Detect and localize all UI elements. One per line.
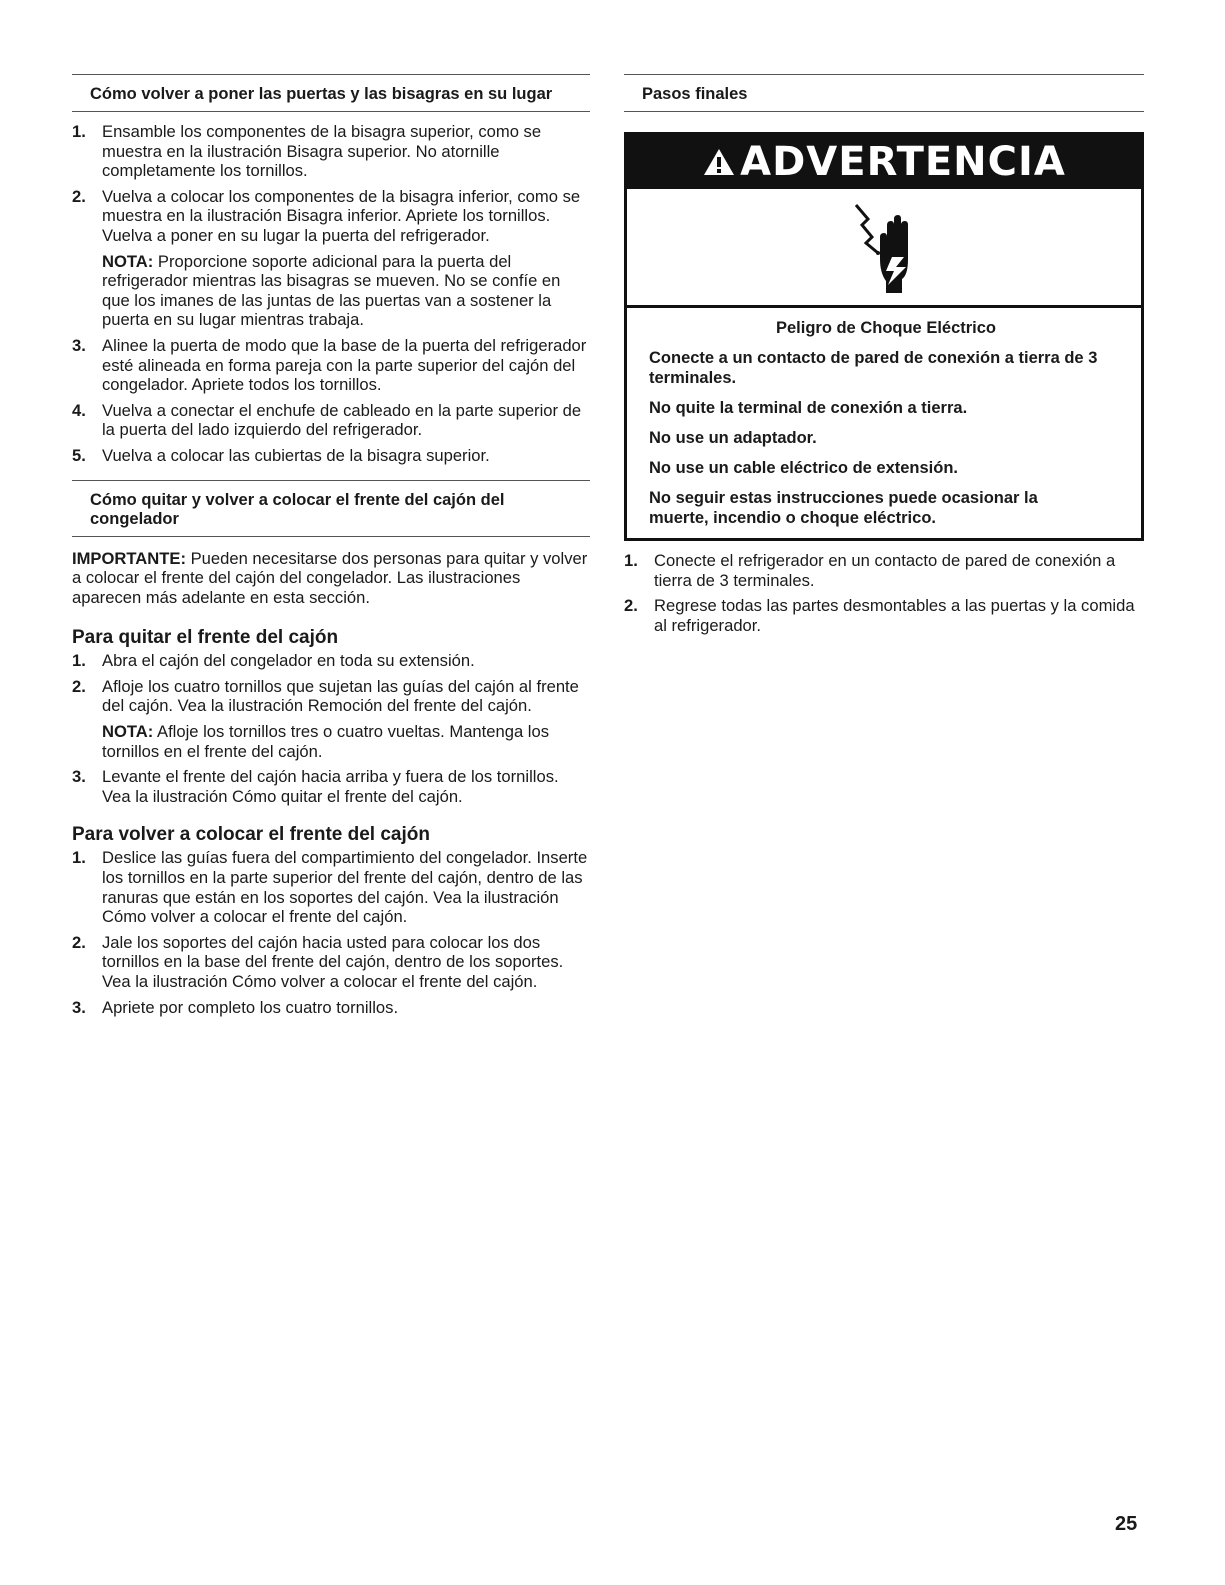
section-heading-doors-hinges: Cómo volver a poner las puertas y las bisagras en su lugar (72, 74, 590, 112)
list-item: 1. Ensamble los componentes de la bisagra superior, como se muestra en la ilustración Bisagra superior. No atornille completamente los tornillos. (72, 122, 542, 181)
section-heading-final-steps: Pasos finales (624, 74, 1144, 112)
list-item: 1. Conecte el refrigerador en un contacto de pared de conexión a tierra de 3 terminales. (624, 551, 1116, 590)
list-item: 2. Afloje los cuatro tornillos que sujetan las guías del cajón al frente del cajón. Vea la ilustración Remoción del frente del cajón. NOTA: Afloje los tornillos tres o cuatro vueltas. Mantenga los tornillos en el frente del cajón. (72, 677, 590, 761)
list-item: 4. Vuelva a conectar el enchufe de cableado en la parte superior de la puerta del lado izquierdo del refrigerador. (72, 400, 582, 440)
warning-text (627, 308, 1141, 538)
doors-hinges-steps (72, 122, 590, 466)
warning-box (624, 132, 1144, 541)
warning-line: No use un adaptador. (649, 429, 817, 447)
warning-line: No quite la terminal de conexión a tierra. (649, 399, 968, 417)
right-column (624, 74, 1144, 641)
list-item: 3. Apriete por completo los cuatro tornillos. (72, 997, 399, 1017)
remove-drawer-heading: Para quitar el frente del cajón (72, 627, 339, 649)
left-column (72, 74, 590, 1023)
warning-triangle-icon (702, 147, 736, 177)
warning-title-bar: ADVERTENCIA (627, 135, 1141, 189)
warning-line: Conecte a un contacto de pared de conexión a tierra de 3 terminales. (649, 349, 1098, 387)
replace-drawer-heading: Para volver a colocar el frente del cajón (72, 824, 430, 846)
warning-line: No use un cable eléctrico de extensión. (649, 459, 959, 477)
list-item: 3. Levante el frente del cajón hacia arriba y fuera de los tornillos. Vea la ilustración Cómo quitar el frente del cajón. (72, 767, 559, 806)
hazard-title: Peligro de Choque Eléctrico (775, 319, 997, 337)
note: NOTA: Proporcione soporte adicional para la puerta del refrigerador mientras las bisagras se mueven. No se confíe en que los imanes de las juntas de las puertas van a sostener la puerta en su lugar mientras trabaja. (102, 251, 561, 330)
final-steps-list (624, 551, 1144, 635)
replace-drawer-steps (72, 848, 590, 1017)
warning-line: No seguir estas instrucciones puede ocasionar la muerte, incendio o choque eléctrico. (649, 489, 1038, 527)
note: NOTA: Afloje los tornillos tres o cuatro vueltas. Mantenga los tornillos en el frente del cajón. (102, 722, 550, 761)
list-item: 3. Alinee la puerta de modo que la base de la puerta del refrigerador esté alineada en forma pareja con la parte superior del cajón del congelador. Apriete todos los tornillos. (72, 335, 587, 395)
page-number: 25 (1115, 1513, 1138, 1535)
electric-shock-hand-icon (627, 189, 1141, 308)
important-paragraph: IMPORTANTE: Pueden necesitarse dos personas para quitar y volver a colocar el frente del cajón del congelador. Las ilustraciones aparecen más adelante en esta sección. (72, 548, 588, 607)
list-item: 2. Vuelva a colocar los componentes de la bisagra inferior, como se muestra en la ilustración Bisagra inferior. Apriete los tornillos. Vuelva a poner en su lugar la puerta del refrigerador. NOTA: Proporcione soporte adicional para la puerta del refrigerador mientras las bisagras se mueven. No se confíe en que los imanes de las juntas de las puertas van a sostener la puerta en su lugar mientras trabaja. (72, 187, 590, 330)
section-heading-drawer-front: Cómo quitar y volver a colocar el frente del cajón del congelador (72, 480, 590, 537)
list-item: 2. Jale los soportes del cajón hacia usted para colocar los dos tornillos en la base del frente del cajón, dentro de los soportes. Vea la ilustración Cómo volver a colocar el frente del cajón. (72, 932, 564, 991)
list-item: 1. Deslice las guías fuera del compartimiento del congelador. Inserte los tornillos en la parte superior del frente del cajón, dentro de las ranuras que están en los soportes del cajón. Vea la ilustración Cómo volver a colocar el frente del cajón. (72, 848, 588, 927)
remove-drawer-steps (72, 651, 590, 806)
list-item: 1. Abra el cajón del congelador en toda su extensión. (72, 651, 475, 671)
list-item: 5. Vuelva a colocar las cubiertas de la bisagra superior. (72, 445, 490, 465)
list-item: 2. Regrese todas las partes desmontables a las puertas y la comida al refrigerador. (624, 596, 1135, 635)
